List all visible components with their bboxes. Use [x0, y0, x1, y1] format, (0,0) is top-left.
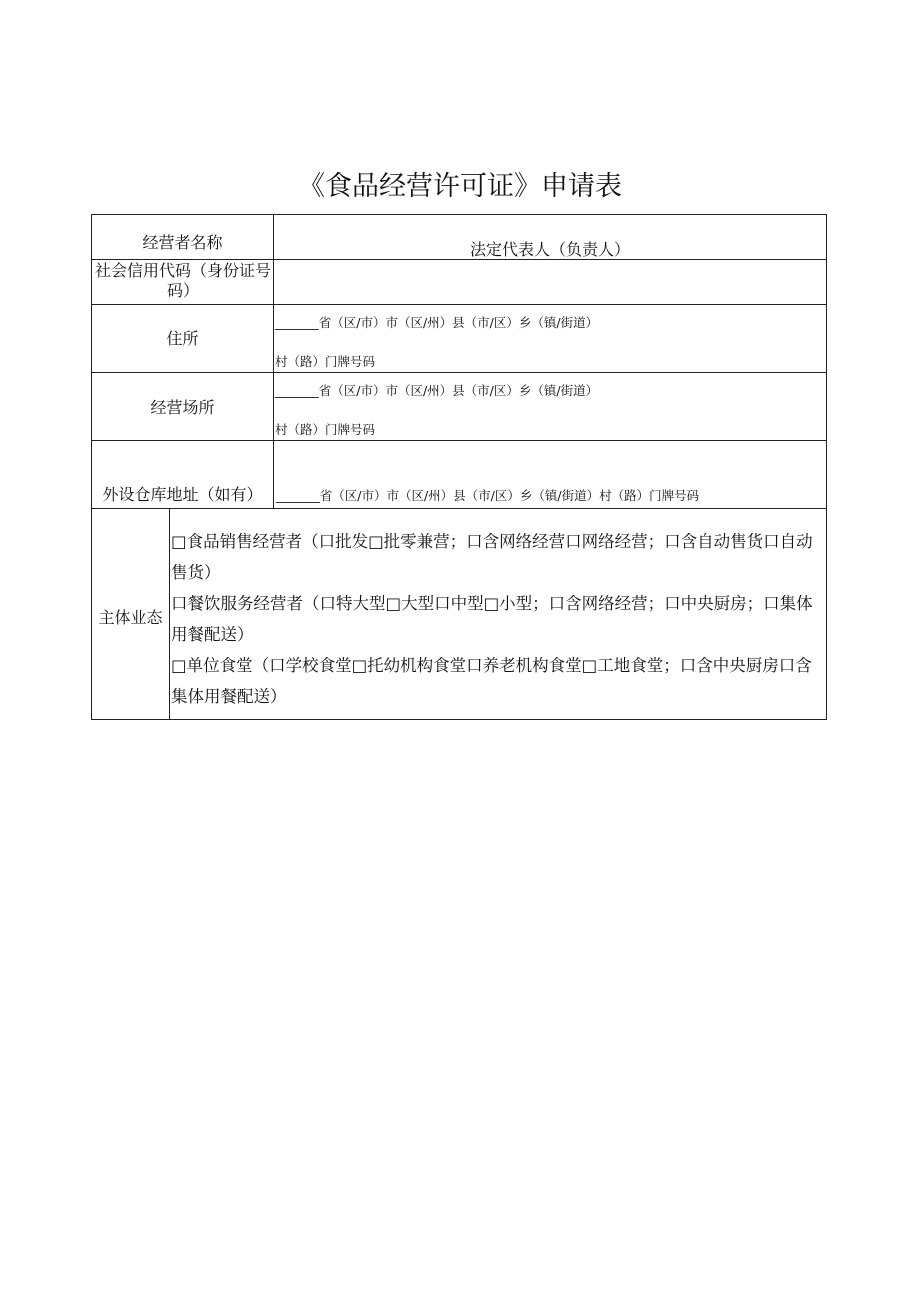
- application-form-table: [91, 214, 827, 720]
- row-divider: [92, 304, 826, 305]
- residence-label: 住所: [166, 329, 199, 348]
- credit-code-field[interactable]: [274, 260, 826, 304]
- legal-representative-label: 法定代表人（负责人）: [469, 240, 630, 259]
- row-divider: [92, 372, 826, 373]
- warehouse-address-line[interactable]: _______省（区/市）市（区/州）县（市/区）乡（镇/街道）村（路）门牌号码: [276, 488, 700, 503]
- premises-label: 经营场所: [150, 398, 215, 417]
- business-type-options: [171, 526, 825, 712]
- column-divider: [169, 508, 170, 719]
- premises-address-line2[interactable]: 村（路）门牌号码: [275, 422, 376, 437]
- premises-address-line1[interactable]: _______省（区/市）市（区/州）县（市/区）乡（镇/街道）: [275, 383, 599, 398]
- row-divider: [92, 508, 826, 509]
- catering-service-operator-option[interactable]: 口餐饮服务经营者（口特大型□大型口中型□小型；口含网络经营；口中央厨房；口集体用餐配送）: [171, 594, 813, 644]
- operator-name-label: 经营者名称: [142, 233, 223, 252]
- food-sales-operator-option[interactable]: □食品销售经营者（口批发□批零兼营；口含网络经营口网络经营；口含自动售货口自动售货）: [171, 532, 813, 582]
- unit-canteen-option[interactable]: □单位食堂（口学校食堂□托幼机构食堂口养老机构食堂□工地食堂；口含中央厨房口含集体用餐配送）: [171, 656, 812, 706]
- residence-address-line1[interactable]: _______省（区/市）市（区/州）县（市/区）乡（镇/街道）: [275, 315, 599, 330]
- business-type-label: 主体业态: [98, 608, 163, 627]
- residence-address-line2[interactable]: 村（路）门牌号码: [275, 354, 376, 369]
- row-divider: [92, 440, 826, 441]
- form-title: 《食品经营许可证》申请表: [298, 171, 622, 202]
- credit-code-label: 社会信用代码（身份证号码）: [94, 261, 271, 300]
- warehouse-label: 外设仓库地址（如有）: [102, 485, 263, 504]
